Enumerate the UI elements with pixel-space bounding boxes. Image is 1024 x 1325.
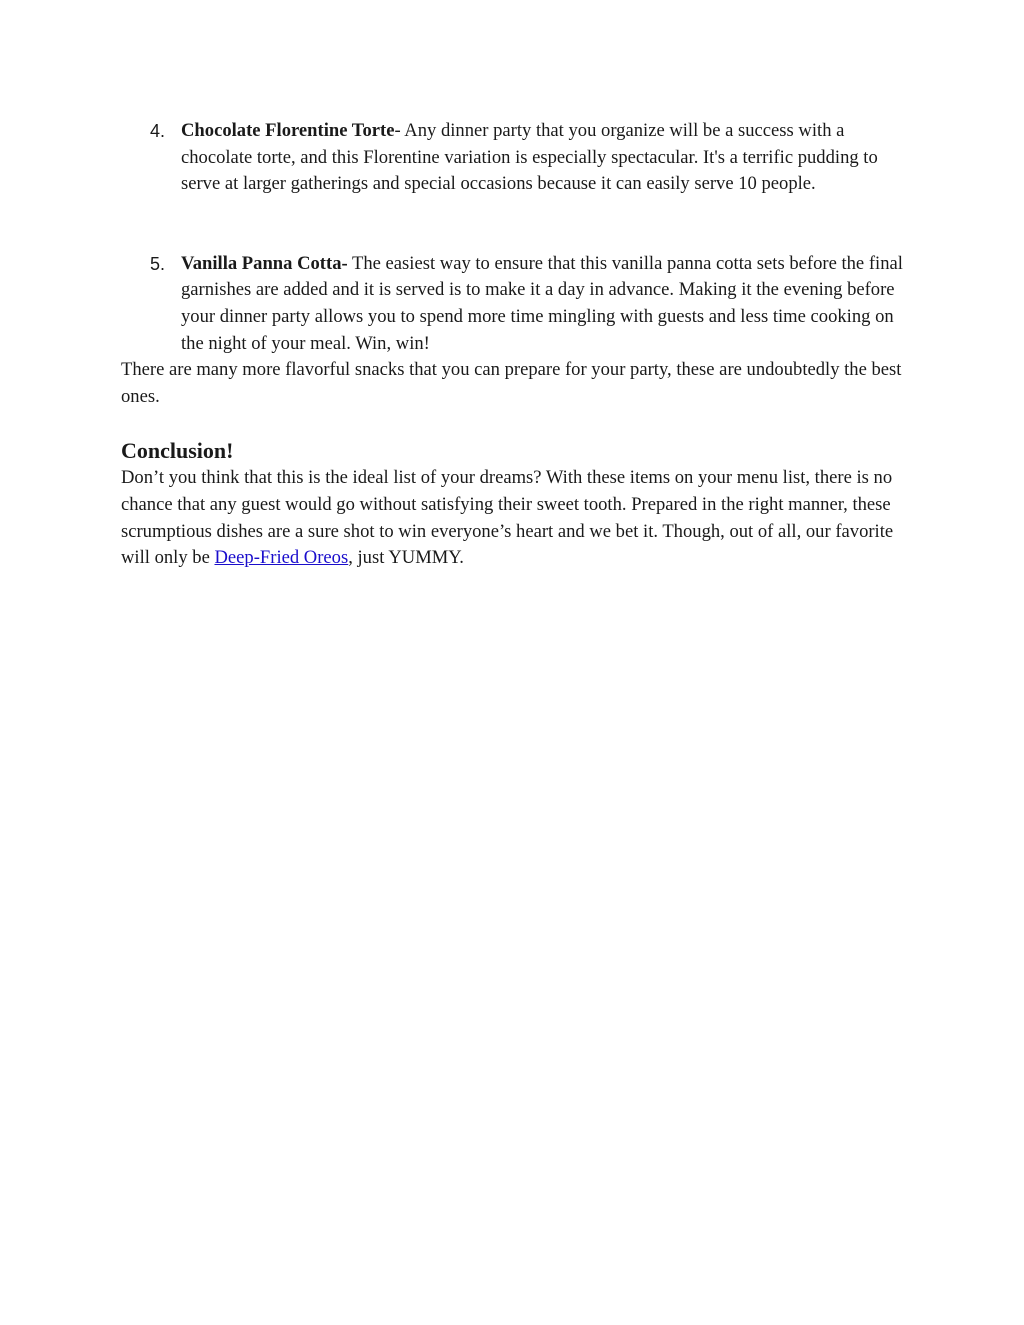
list-item-text: The easiest way to ensure that this vanilla panna cotta sets before the final garnishes are added and it is served is to make it a day in advance. Making it the evening before your dinner party allows you to spend more time mingling with guests and less time cooking on the night of your meal. Win, win! <box>181 252 903 354</box>
list-item-chocolate-florentine-torte <box>121 118 906 198</box>
conclusion-text-end: , just YUMMY. <box>348 547 464 569</box>
summary-paragraph: There are many more flavorful snacks that you can prepare for your party, these are undoubtedly the best ones. <box>121 359 902 407</box>
list-item-text: - Any dinner party that you organize will be a success with a chocolate torte, and this Florentine variation is especially spectacular. It's a terrific pudding to serve at larger gatherings and special occasions because it can easily serve 10 people. <box>181 120 878 195</box>
conclusion-heading: Conclusion! <box>121 438 234 464</box>
conclusion-text: Don’t you think that this is the ideal list of your dreams? With these items on your menu list, there is no chance that any guest would go without satisfying their sweet tooth. Prepared in the right manner, these scrumptious dishes are a sure shot to win everyone’s heart and we bet it. Though, out of all, our favorite will only be <box>121 467 894 569</box>
deep-fried-oreos-link[interactable]: Deep-Fried Oreos <box>214 547 349 569</box>
list-item-vanilla-panna-cotta <box>121 251 906 357</box>
list-number: 5. <box>150 253 166 274</box>
list-number: 4. <box>150 121 166 141</box>
list-item-title: Vanilla Panna Cotta- <box>181 252 348 274</box>
list-item-title: Chocolate Florentine Torte <box>181 120 395 141</box>
conclusion-paragraph <box>121 465 906 571</box>
document-page <box>121 118 906 572</box>
